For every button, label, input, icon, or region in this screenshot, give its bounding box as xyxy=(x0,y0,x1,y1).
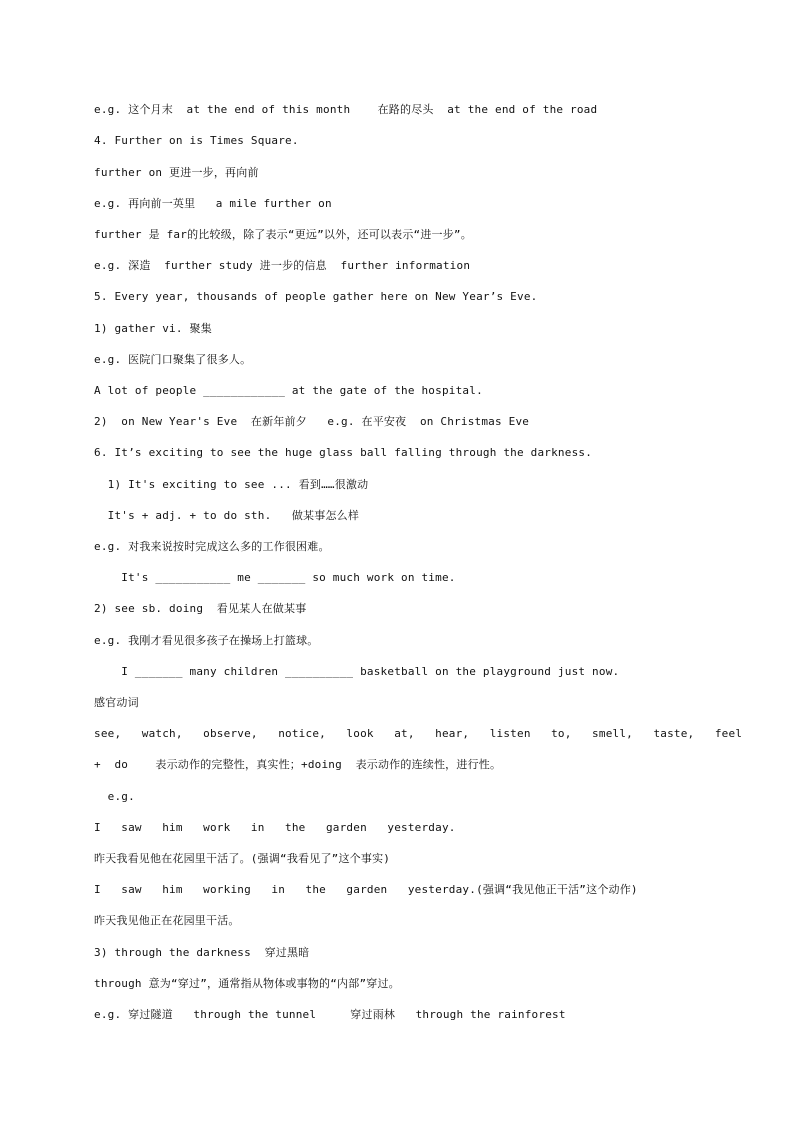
line-11: 2) on New Year's Eve 在新年前夕 e.g. 在平安夜 on Christmas Eve xyxy=(94,415,530,428)
line-1: e.g. 这个月末 at the end of this month 在路的尽头 at the end of the road xyxy=(94,103,598,116)
line-16: It's ___________ me _______ so much work on time. xyxy=(94,571,456,584)
line-13: 1) It's exciting to see ... 看到……很激动 xyxy=(94,478,369,491)
line-15: e.g. 对我来说按时完成这么多的工作很困难。 xyxy=(94,540,330,553)
line-2: 4. Further on is Times Square. xyxy=(94,134,299,147)
line-7: 5. Every year, thousands of people gather here on New Year’s Eve. xyxy=(94,290,538,303)
line-24: I saw him work in the garden yesterday. xyxy=(94,821,456,834)
line-30: e.g. 穿过隧道 through the tunnel 穿过雨林 through the rainforest xyxy=(94,1008,566,1021)
line-18: e.g. 我刚才看见很多孩子在操场上打篮球。 xyxy=(94,634,319,647)
line-20: 感官动词 xyxy=(94,696,139,709)
line-27: 昨天我见他正在花园里干活。 xyxy=(94,914,240,927)
line-29: through 意为“穿过”，通常指从物体或事物的“内部”穿过。 xyxy=(94,977,400,990)
line-21: see, watch, observe, notice, look at, hear, listen to, smell, taste, feel xyxy=(94,727,743,740)
line-3: further on 更进一步，再向前 xyxy=(94,166,259,179)
line-4: e.g. 再向前一英里 a mile further on xyxy=(94,197,332,210)
line-17: 2) see sb. doing 看见某人在做某事 xyxy=(94,602,307,615)
line-5: further 是 far的比较级，除了表示“更远”以外，还可以表示“进一步”。 xyxy=(94,228,472,241)
line-6: e.g. 深造 further study 进一步的信息 further information xyxy=(94,259,471,272)
line-12: 6. It’s exciting to see the huge glass ball falling through the darkness. xyxy=(94,446,593,459)
line-28: 3) through the darkness 穿过黑暗 xyxy=(94,946,310,959)
line-9: e.g. 医院门口聚集了很多人。 xyxy=(94,353,252,366)
line-26: I saw him working in the garden yesterday.(强调“我见他正干活”这个动作) xyxy=(94,883,638,896)
line-23: e.g. xyxy=(94,790,135,803)
line-19: I _______ many children __________ basketball on the playground just now. xyxy=(94,665,620,678)
line-8: 1) gather vi. 聚集 xyxy=(94,322,212,335)
line-22: + do 表示动作的完整性，真实性；+doing 表示动作的连续性，进行性。 xyxy=(94,758,502,771)
line-14: It's + adj. + to do sth. 做某事怎么样 xyxy=(94,509,360,522)
line-25: 昨天我看见他在花园里干活了。(强调“我看见了”这个事实) xyxy=(94,852,391,865)
line-10: A lot of people ____________ at the gate of the hospital. xyxy=(94,384,483,397)
